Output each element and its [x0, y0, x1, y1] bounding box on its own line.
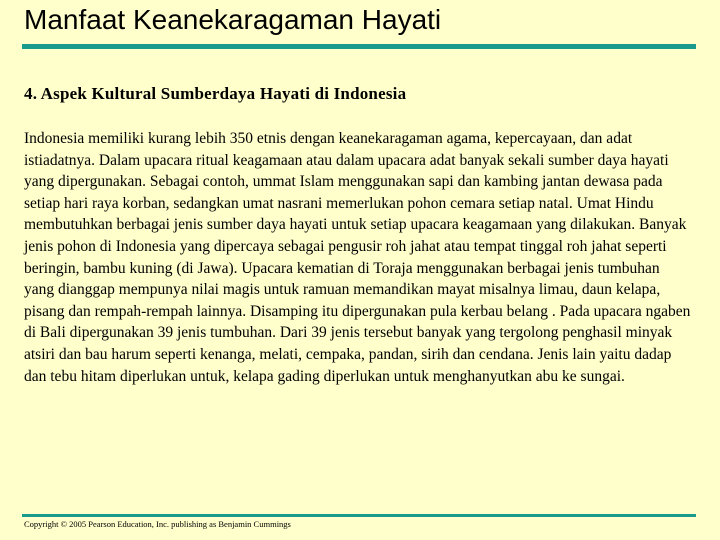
copyright-notice: Copyright © 2005 Pearson Education, Inc. publishing as Benjamin Cummings	[24, 519, 291, 529]
footer-divider	[22, 514, 696, 517]
slide-title: Manfaat Keanekaragaman Hayati	[24, 4, 442, 35]
title-divider	[22, 44, 696, 49]
section-heading: 4. Aspek Kultural Sumberdaya Hayati di Indonesia	[24, 84, 407, 103]
body-paragraph: Indonesia memiliki kurang lebih 350 etnis dengan keanekaragaman agama, kepercayaan, dan adat istiadatnya. Dalam upacara ritual keagamaan atau dalam upacara adat banyak sekali sumber daya hayati yang dipergunakan. Sebagai contoh, ummat Islam menggunakan sapi dan kambing jantan dewasa pada setiap hari raya korban, sedangkan umat nasrani memerlukan pohon cemara setiap natal. Umat Hindu membutuhkan berbagai jenis sumber daya hayati untuk setiap upacara keagamaan yang dilakukan. Banyak jenis pohon di Indonesia yang dipercaya sebagai pengusir roh jahat atau tempat tinggal roh jahat seperti beringin, bambu kuning (di Jawa). Upacara kematian di Toraja menggunakan berbagai jenis tumbuhan yang dianggap mempunya nilai magis untuk ramuan memandikan mayat misalnya limau, daun kelapa, pisang dan rempah-rempah lainnya. Disamping itu dipergunakan pula kerbau belang . Pada upacara ngaben di Bali dipergunakan 39 jenis tumbuhan. Dari 39 jenis tersebut banyak yang tergolong penghasil minyak atsiri dan bau harum seperti kenanga, melati, cempaka, pandan, sirih dan cendana. Jenis lain yaitu dadap dan tebu hitam diperlukan untuk, kelapa gading diperlukan untuk menghanyutkan abu ke sungai.	[24, 130, 691, 385]
